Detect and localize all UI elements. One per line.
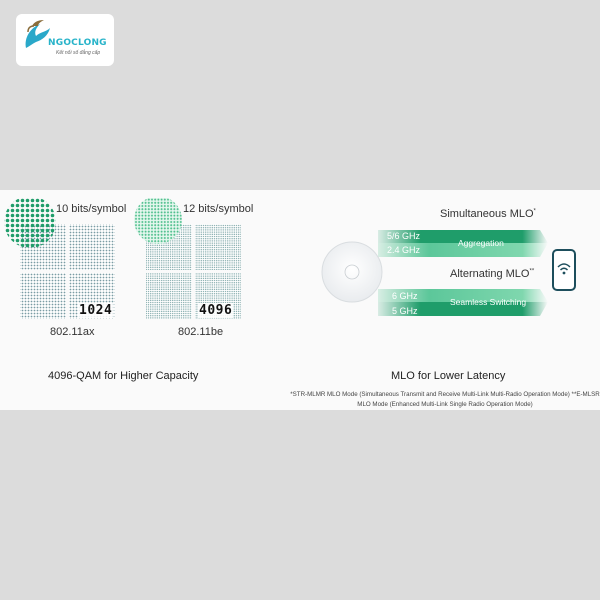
qam-1024-graphic	[0, 198, 290, 348]
band-5ghz: 5 GHz	[392, 306, 418, 316]
band-5-6ghz: 5/6 GHz	[387, 231, 421, 241]
qam-right-value: 4096	[199, 303, 233, 318]
qam-left-bits-label: 10 bits/symbol	[56, 203, 127, 215]
simultaneous-mlo-label: Simultaneous MLO*	[440, 208, 536, 220]
mlo-caption: MLO for Lower Latency	[391, 370, 506, 382]
qam-caption: 4096-QAM for Higher Capacity	[48, 370, 199, 382]
band-2-4ghz: 2.4 GHz	[387, 245, 421, 255]
seamless-switching-label: Seamless Switching	[450, 297, 527, 307]
aggregation-label: Aggregation	[458, 238, 504, 248]
content-panel	[0, 190, 600, 410]
mlo-footnote: *STR-MLMR MLO Mode (Simultaneous Transmit and Receive Multi-Link Multi-Radio Operation Mode) **E-MLSR MLO Mode (Enhanced Multi-Link Single Radio Operation Mode)	[290, 391, 600, 408]
qam-right-bits-label: 12 bits/symbol	[183, 203, 254, 215]
logo-name: NGOCLONG	[48, 38, 107, 48]
band-6ghz: 6 GHz	[392, 291, 418, 301]
logo-tagline: Kết nối số đẳng cấp	[56, 50, 101, 56]
logo-card	[16, 14, 114, 66]
qam-left-standard: 802.11ax	[50, 326, 95, 338]
qam-right-standard: 802.11be	[178, 326, 224, 338]
qam-left-value: 1024	[79, 303, 113, 318]
alternating-mlo-label: Alternating MLO**	[450, 268, 535, 280]
